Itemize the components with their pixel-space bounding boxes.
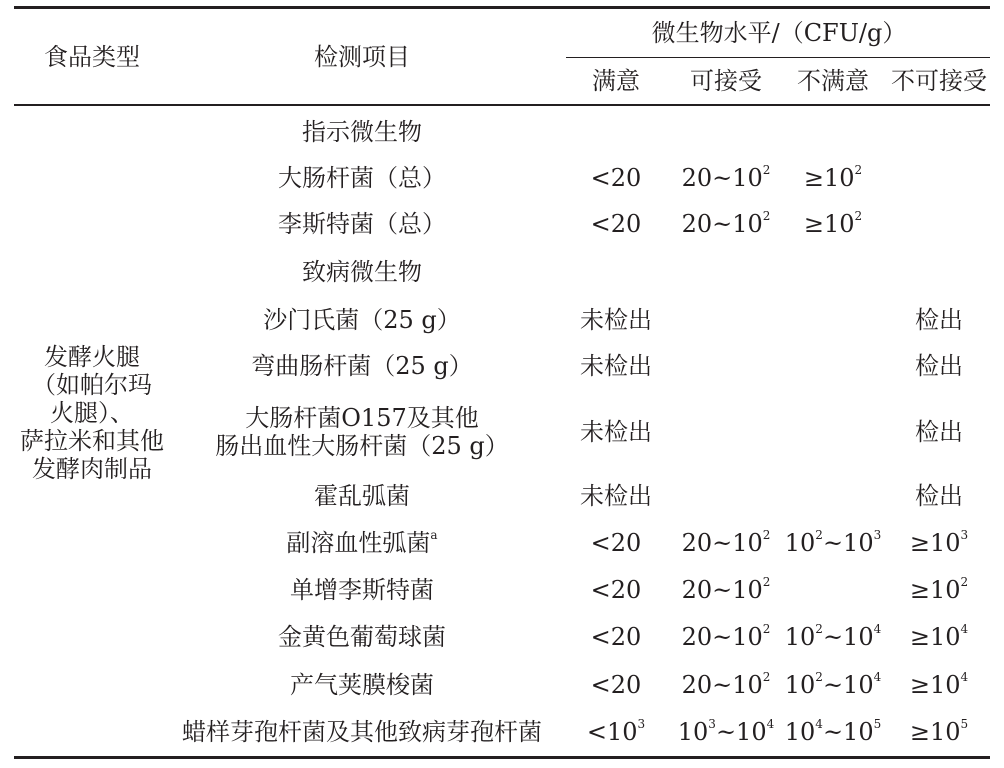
row-satisfactory: 未检出 xyxy=(580,352,652,380)
row-unacceptable: $\ge 10^2$ xyxy=(909,575,969,604)
row-unacceptable: $\ge 10^5$ xyxy=(909,717,969,746)
header-level-unacceptable: 不可接受 xyxy=(891,67,987,95)
food-type-line: 发酵火腿 xyxy=(44,343,140,371)
row-satisfactory: <20 xyxy=(590,529,642,557)
row-test-item: 指示微生物 xyxy=(302,118,422,146)
food-type-label xyxy=(20,343,164,483)
row-test-item: 蜡样芽孢杆菌及其他致病芽孢杆菌 xyxy=(182,718,542,746)
row-unsatisfactory: $10^4\sim 10^5$ xyxy=(784,717,882,746)
row-acceptable: $20\sim 10^2$ xyxy=(681,528,771,557)
row-satisfactory: 未检出 xyxy=(580,306,652,334)
row-test-item-line: 大肠杆菌O157及其他 xyxy=(245,404,479,432)
food-type-line: 萨拉米和其他 xyxy=(20,427,164,455)
row-unacceptable: $\ge 10^4$ xyxy=(909,670,969,699)
food-type-line: （如帕尔玛 xyxy=(32,371,152,399)
row-acceptable: $20\sim 10^2$ xyxy=(681,575,771,604)
row-acceptable: $20\sim 10^2$ xyxy=(681,622,771,651)
row-acceptable: $20\sim 10^2$ xyxy=(681,209,771,238)
row-test-item: 大肠杆菌（总） xyxy=(278,164,446,192)
row-acceptable: $10^3\sim 10^4$ xyxy=(677,717,775,746)
row-satisfactory: <20 xyxy=(590,623,642,651)
row-unacceptable: 检出 xyxy=(915,482,963,510)
row-test-item-line: 肠出血性大肠杆菌（25 g） xyxy=(215,432,509,460)
row-satisfactory: <20 xyxy=(590,671,642,699)
row-unacceptable: 检出 xyxy=(915,352,963,380)
row-test-item: 产气荚膜梭菌 xyxy=(290,671,434,699)
row-unsatisfactory: $10^2\sim 10^4$ xyxy=(784,670,882,699)
header-level-unsatisfactory: 不满意 xyxy=(797,67,869,95)
header-sub-rule xyxy=(566,57,990,58)
food-type-line: 发酵肉制品 xyxy=(32,455,152,483)
row-unsatisfactory: $10^2\sim 10^3$ xyxy=(784,528,882,557)
header-level-satisfactory: 满意 xyxy=(592,67,640,95)
row-satisfactory: <20 xyxy=(590,576,642,604)
row-satisfactory: <20 xyxy=(590,164,642,192)
header-test-item: 检测项目 xyxy=(314,43,410,71)
row-test-item: 弯曲肠杆菌（25 g） xyxy=(251,352,473,380)
row-unacceptable: $\ge 10^4$ xyxy=(909,622,969,651)
row-unsatisfactory: $\ge 10^2$ xyxy=(803,209,863,238)
row-satisfactory: 未检出 xyxy=(580,482,652,510)
row-acceptable: $20\sim 10^2$ xyxy=(681,163,771,192)
row-satisfactory: 未检出 xyxy=(580,418,652,446)
row-test-item: 副溶血性弧菌$^a$ xyxy=(286,528,438,557)
row-test-item: 李斯特菌（总） xyxy=(278,210,446,238)
food-type-line: 火腿）、 xyxy=(50,399,134,427)
row-satisfactory: $<10^3$ xyxy=(586,717,646,746)
row-satisfactory: <20 xyxy=(590,210,642,238)
row-test-item: 金黄色葡萄球菌 xyxy=(278,623,446,651)
header-food-type: 食品类型 xyxy=(44,43,140,71)
table-bottom-rule xyxy=(14,756,990,759)
row-test-item: 单增李斯特菌 xyxy=(290,576,434,604)
row-unacceptable: $\ge 10^3$ xyxy=(909,528,969,557)
header-bottom-rule xyxy=(14,104,990,106)
row-test-item: 致病微生物 xyxy=(302,258,422,286)
row-unacceptable: 检出 xyxy=(915,418,963,446)
row-acceptable: $20\sim 10^2$ xyxy=(681,670,771,699)
row-unsatisfactory: $10^2\sim 10^4$ xyxy=(784,622,882,651)
row-test-item xyxy=(215,404,509,460)
header-micro-level: 微生物水平/（CFU/g） xyxy=(651,19,907,47)
row-unsatisfactory: $\ge 10^2$ xyxy=(803,163,863,192)
row-test-item: 沙门氏菌（25 g） xyxy=(263,306,461,334)
table-top-rule xyxy=(14,6,990,9)
row-unacceptable: 检出 xyxy=(915,306,963,334)
row-test-item: 霍乱弧菌 xyxy=(314,482,410,510)
header-level-acceptable: 可接受 xyxy=(690,67,762,95)
